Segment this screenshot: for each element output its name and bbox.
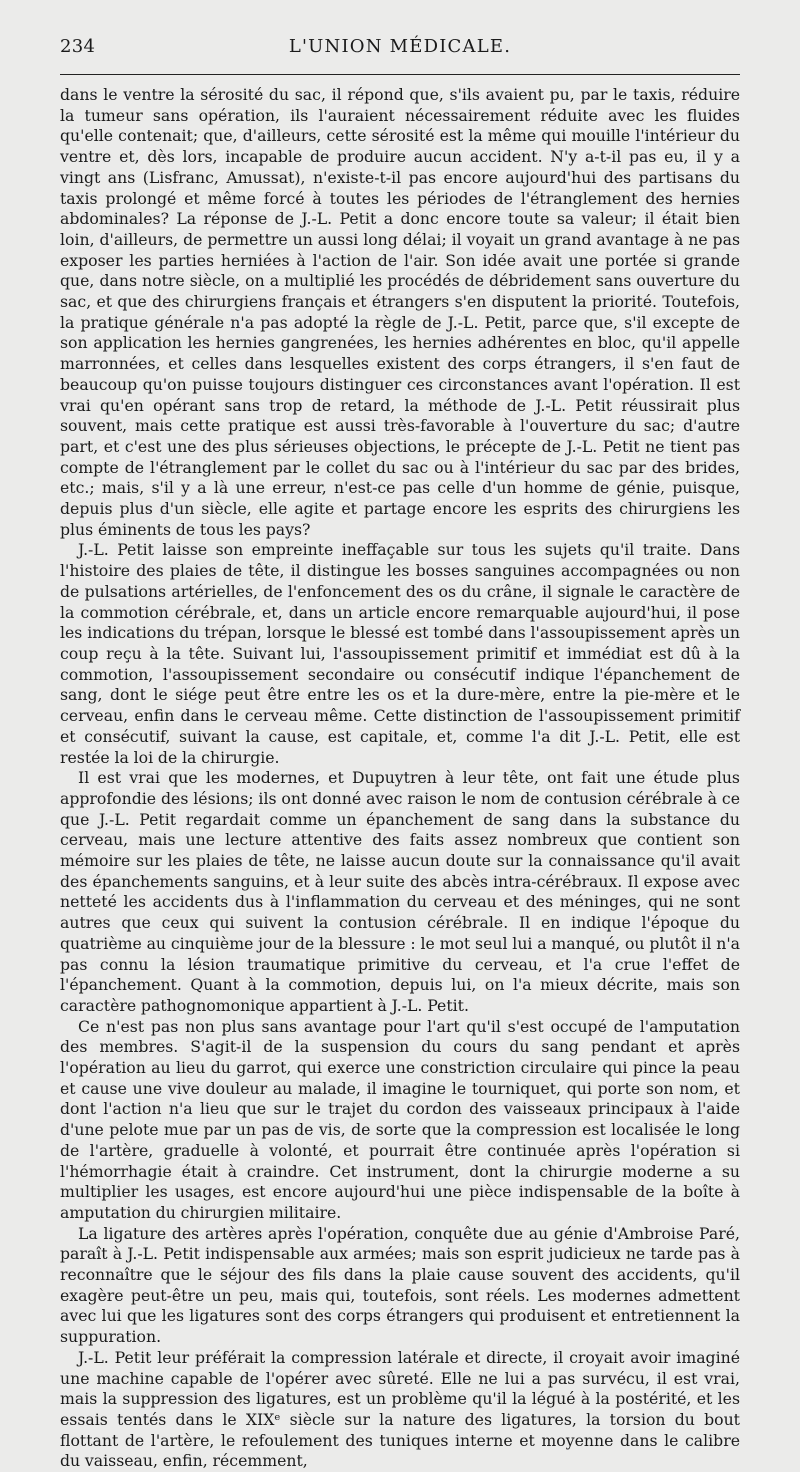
paragraph-3: Il est vrai que les modernes, et Dupuytren à leur tête, ont fait une étude plus approfondie des lésions; ils ont donné avec raison le nom de contusion cérébrale à ce que J.-L. Petit regardait comme un épanchement de sang dans la substance du cerveau, mais une lecture attentive des faits assez nombreux que contient son mémoire sur les plaies de tête, ne laisse aucun doute sur la connaissance qu'il avait des épanchements sanguins, et à leur suite des abcès intra-cérébraux. Il expose avec netteté les accidents dus à l'inflammation du cerveau et des méninges, qui ne sont autres que ceux qui suivent la contusion cérébrale. Il en indique l'époque du quatrième au cinquième jour de la blessure : le mot seul lui a manqué, ou plutôt il n'a pas connu la lésion traumatique primitive du cerveau, et l'a crue l'effet de l'épanchement. Quant à la commotion, depuis lui, on l'a mieux décrite, mais son caractère pathognomonique appartient à J.-L. Petit. xyxy=(60,768,740,1015)
page-header xyxy=(60,34,740,64)
paragraph-4: Ce n'est pas non plus sans avantage pour l'art qu'il s'est occupé de l'amputation des membres. S'agit-il de la suspension du cours du sang pendant et après l'opération au lieu du garrot, qui exerce une constriction circulaire qui pince la peau et cause une vive douleur au malade, il imagine le tourniquet, qui porte son nom, et dont l'action n'a lieu que sur le trajet du cordon des vaisseaux principaux à l'aide d'une pelote mue par un pas de vis, de sorte que la compression est localisée le long de l'artère, graduelle à volonté, et pourrait être continuée après l'opération si l'hémorrhagie était à craindre. Cet instrument, dont la chirurgie moderne a su multiplier les usages, est encore aujourd'hui une pièce indispensable de la boîte à amputation du chirurgien militaire. xyxy=(60,1016,740,1222)
paragraph-2: J.-L. Petit laisse son empreinte ineffaçable sur tous les sujets qu'il traite. Dans l'histoire des plaies de tête, il distingue les bosses sanguines accompagnées ou non de pulsations artérielles, de l'enfoncement des os du crâne, il signale le caractère de la commotion cérébrale, et, dans un article encore remarquable aujourd'hui, il pose les indications du trépan, lorsque le blessé est tombé dans l'assoupissement après un coup reçu à la tête. Suivant lui, l'assoupissement primitif et immédiat est dû à la commotion, l'assoupissement secondaire ou consécutif indique l'épanchement de sang, dont le siége peut être entre les os et la dure-mère, entre la pie-mère et le cerveau, enfin dans le cerveau même. Cette distinction de l'assoupissement primitif et consécutif, suivant la cause, est capitale, et, comme l'a dit J.-L. Petit, elle est restée la loi de la chirurgie. xyxy=(60,540,740,767)
paragraph-5: La ligature des artères après l'opération, conquête due au génie d'Ambroise Paré, paraît à J.-L. Petit indispensable aux armées; mais son esprit judicieux ne tarde pas à reconnaître que le séjour des fils dans la plaie cause souvent des accidents, qu'il exagère peut-être un peu, mais qui, toutefois, sont réels. Les modernes admettent avec lui que les ligatures sont des corps étrangers qui produisent et entretiennent la suppuration. xyxy=(60,1223,740,1347)
paragraph-6: J.-L. Petit leur préférait la compression latérale et directe, il croyait avoir imaginé une machine capable de l'opérer avec sûreté. Elle ne lui a pas survécu, il est vrai, mais la suppression des ligatures, est un problème qu'il la légué à la postérité, et les essais tentés dans le XIXᵉ siècle sur la nature des ligatures, la torsion du bout flottant de l'artère, le refoulement des tuniques interne et moyenne dans le calibre du vaisseau, enfin, récemment, xyxy=(60,1347,740,1471)
page-number: 234 xyxy=(60,36,96,57)
paragraph-1: dans le ventre la sérosité du sac, il répond que, s'ils avaient pu, par le taxis, réduire la tumeur sans opération, ils l'auraient nécessairement réduite avec les fluides qu'elle contenait; que, d'ailleurs, cette sérosité est la même qui mouille l'intérieur du ventre et, dès lors, incapable de produire aucun accident. N'y a-t-il pas eu, il y a vingt ans (Lisfranc, Amussat), n'existe-t-il pas encore aujourd'hui des partisans du taxis prolongé et même forcé à toutes les périodes de l'étranglement des hernies abdominales? La réponse de J.-L. Petit a donc encore toute sa valeur; il était bien loin, d'ailleurs, de permettre un aussi long délai; il voyait un grand avantage à ne pas exposer les parties herniées à l'action de l'air. Son idée avait une portée si grande que, dans notre siècle, on a multiplié les procédés de débridement sans ouverture du sac, et que des chirurgiens français et étrangers s'en disputent la priorité. Toutefois, la pratique générale n'a pas adopté la règle de J.-L. Petit, parce que, s'il excepte de son application les hernies gangrenées, les hernies adhérentes en bloc, qu'il appelle marronnées, et celles dans lesquelles existent des corps étrangers, il s'en faut de beaucoup qu'on puisse toujours distinguer ces circonstances avant l'opération. Il est vrai qu'en opérant sans trop de retard, la méthode de J.-L. Petit réussirait plus souvent, mais cette pratique est aussi très-favorable à l'ouverture du sac; d'autre part, et c'est une des plus sérieuses objections, le précepte de J.-L. Petit ne tient pas compte de l'étranglement par le collet du sac ou à l'intérieur du sac par des brides, etc.; mais, s'il y a là une erreur, n'est-ce pas celle d'un homme de génie, puisque, depuis plus d'un siècle, elle agite et partage encore les esprits des chirurgiens les plus éminents de tous les pays? xyxy=(60,85,740,539)
header-rule xyxy=(60,74,740,75)
article-body xyxy=(60,85,740,1472)
running-title: L'UNION MÉDICALE. xyxy=(288,36,512,57)
